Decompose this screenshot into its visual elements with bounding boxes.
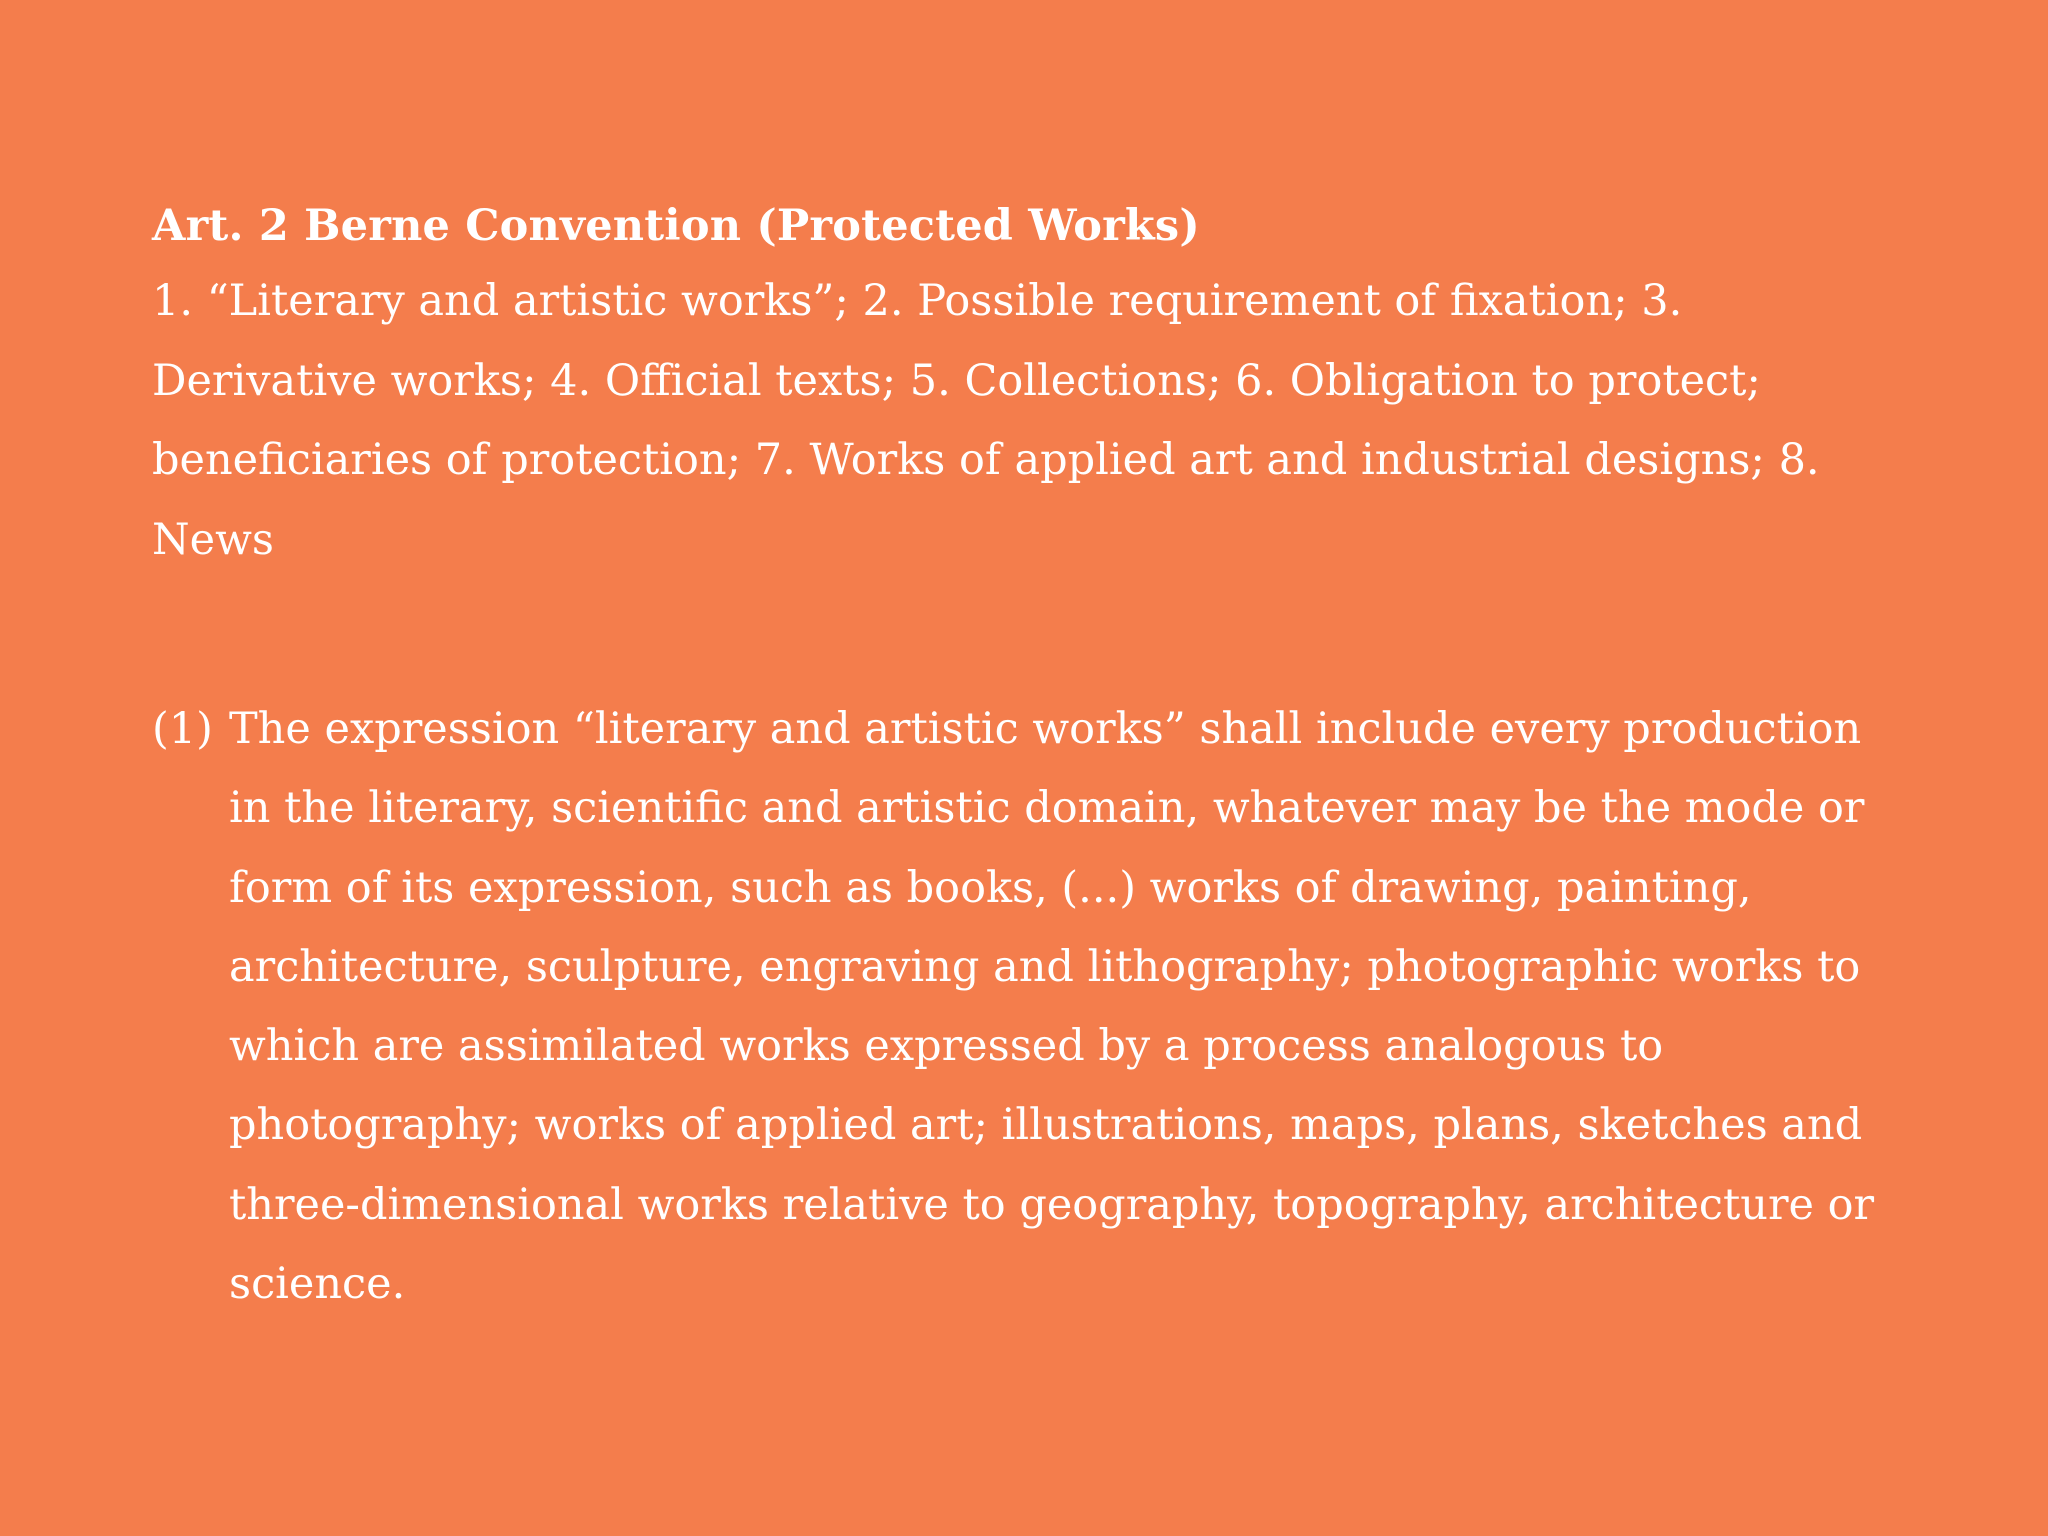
slide-title: Art. 2 Berne Convention (Protected Works) bbox=[152, 201, 1200, 251]
paragraph-number: (1) bbox=[152, 704, 213, 754]
article-summary: 1. “Literary and artistic works”; 2. Possible requirement of fixation; 3. Derivative works; 4. Official texts; 5. Collections; 6. Obligation to protect; beneficiaries of protection; 7. Works of applied art and industrial designs; 8. News bbox=[152, 276, 1820, 565]
article-paragraph bbox=[152, 690, 1912, 1324]
paragraph-text: The expression “literary and artistic works” shall include every production in the literary, scientific and artistic domain, whatever may be the mode or form of its expression, such as books, (...) works of drawing, painting, architecture, sculpture, engraving and lithography; photographic works to which are assimilated works expressed by a process analogous to photography; works of applied art; illustrations, maps, plans, sketches and three-dimensional works relative to geography, topography, architecture or science. bbox=[229, 704, 1875, 1310]
slide-content bbox=[152, 190, 1912, 1310]
